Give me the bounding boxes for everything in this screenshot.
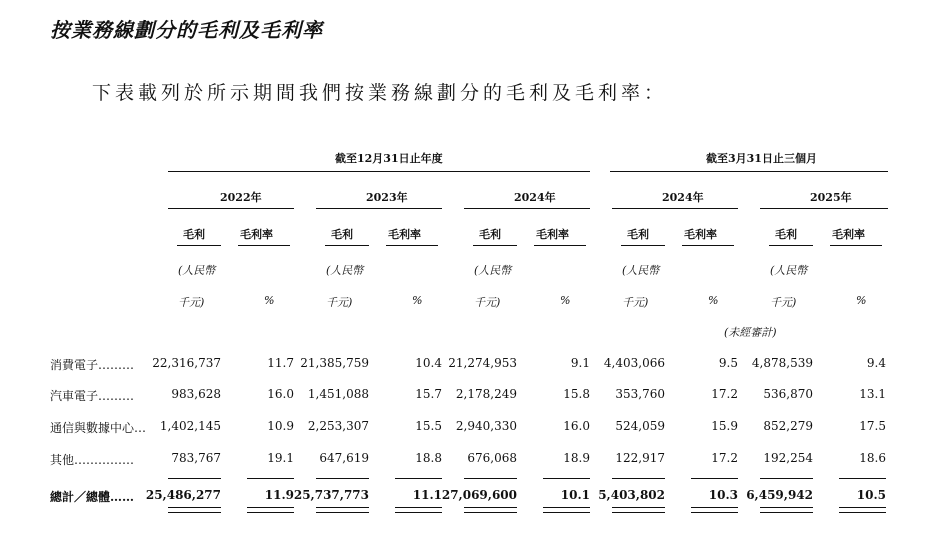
table-cell: 1,451,088 bbox=[307, 387, 369, 401]
unit-percent: % bbox=[560, 294, 571, 307]
total-cell: 11.9 bbox=[264, 488, 294, 502]
unaudited-label: (未經審計) bbox=[724, 326, 777, 339]
unit-thousand: 千元) bbox=[178, 296, 205, 309]
table-cell: 2,253,307 bbox=[307, 419, 369, 433]
row-label: 汽車電子……… bbox=[50, 389, 135, 403]
year-header: 2025年 bbox=[810, 191, 852, 204]
subtotal-rule bbox=[395, 478, 442, 479]
subtotal-rule bbox=[316, 478, 369, 479]
total-double-rule bbox=[543, 507, 590, 513]
total-double-rule bbox=[395, 507, 442, 513]
total-cell: 5,403,802 bbox=[598, 488, 665, 502]
table-cell: 983,628 bbox=[171, 387, 221, 401]
year-rule bbox=[168, 208, 294, 209]
table-cell: 10.9 bbox=[267, 419, 294, 433]
table-cell: 15.7 bbox=[415, 387, 442, 401]
total-double-rule bbox=[612, 507, 665, 513]
subtotal-rule bbox=[760, 478, 813, 479]
col-header-gross-profit: 毛利 bbox=[183, 228, 205, 241]
table-cell: 17.2 bbox=[711, 451, 738, 465]
subtotal-rule bbox=[168, 478, 221, 479]
table-cell: 19.1 bbox=[267, 451, 294, 465]
col-header-margin: 毛利率 bbox=[240, 228, 273, 241]
unit-rmb: (人民幣 bbox=[770, 264, 808, 277]
col-rule-gross-profit bbox=[473, 245, 517, 246]
table-cell: 16.0 bbox=[267, 387, 294, 401]
table-cell: 1,402,145 bbox=[159, 419, 221, 433]
row-label: 消費電子……… bbox=[50, 358, 135, 372]
col-rule-gross-profit bbox=[769, 245, 813, 246]
group-rule-quarterly bbox=[610, 171, 888, 172]
table-cell: 783,767 bbox=[171, 451, 221, 465]
col-header-gross-profit: 毛利 bbox=[479, 228, 501, 241]
table-cell: 192,254 bbox=[763, 451, 813, 465]
table-cell: 21,385,759 bbox=[300, 356, 369, 370]
table-cell: 9.5 bbox=[718, 356, 738, 370]
col-rule-margin bbox=[534, 245, 586, 246]
intro-text: 下表載列於所示期間我們按業務線劃分的毛利及毛利率： bbox=[92, 82, 668, 104]
unit-rmb: (人民幣 bbox=[622, 264, 660, 277]
total-cell: 10.3 bbox=[708, 488, 738, 502]
col-rule-margin bbox=[682, 245, 734, 246]
unit-rmb: (人民幣 bbox=[326, 264, 364, 277]
table-cell: 4,878,539 bbox=[751, 356, 813, 370]
total-cell: 11.1 bbox=[412, 488, 442, 502]
unit-percent: % bbox=[856, 294, 867, 307]
col-header-margin: 毛利率 bbox=[832, 228, 865, 241]
year-rule bbox=[760, 208, 888, 209]
col-rule-margin bbox=[830, 245, 882, 246]
total-double-rule bbox=[316, 507, 369, 513]
subtotal-rule bbox=[247, 478, 294, 479]
table-cell: 4,403,066 bbox=[603, 356, 665, 370]
year-rule bbox=[316, 208, 442, 209]
total-double-rule bbox=[691, 507, 738, 513]
total-cell: 10.5 bbox=[856, 488, 886, 502]
table-cell: 852,279 bbox=[763, 419, 813, 433]
table-cell: 524,059 bbox=[615, 419, 665, 433]
group-header-quarterly: 截至3月31日止三個月 bbox=[706, 152, 817, 165]
unit-rmb: (人民幣 bbox=[178, 264, 216, 277]
unit-percent: % bbox=[708, 294, 719, 307]
year-header: 2023年 bbox=[366, 191, 408, 204]
col-rule-gross-profit bbox=[325, 245, 369, 246]
col-rule-gross-profit bbox=[621, 245, 665, 246]
unit-thousand: 千元) bbox=[770, 296, 797, 309]
col-header-gross-profit: 毛利 bbox=[627, 228, 649, 241]
unit-percent: % bbox=[412, 294, 423, 307]
table-cell: 676,068 bbox=[467, 451, 517, 465]
total-cell: 6,459,942 bbox=[746, 488, 813, 502]
year-rule bbox=[612, 208, 738, 209]
unit-rmb: (人民幣 bbox=[474, 264, 512, 277]
year-header: 2024年 bbox=[514, 191, 556, 204]
total-cell: 27,069,600 bbox=[441, 488, 517, 502]
col-header-gross-profit: 毛利 bbox=[331, 228, 353, 241]
total-cell: 25,737,773 bbox=[293, 488, 369, 502]
total-label: 總計／總體…… bbox=[50, 490, 135, 504]
table-cell: 18.8 bbox=[415, 451, 442, 465]
table-cell: 11.7 bbox=[267, 356, 294, 370]
row-label: 其他…………… bbox=[50, 453, 135, 467]
subtotal-rule bbox=[543, 478, 590, 479]
subtotal-rule bbox=[612, 478, 665, 479]
table-cell: 9.1 bbox=[570, 356, 590, 370]
table-cell: 9.4 bbox=[866, 356, 886, 370]
col-header-gross-profit: 毛利 bbox=[775, 228, 797, 241]
table-cell: 10.4 bbox=[415, 356, 442, 370]
subtotal-rule bbox=[839, 478, 886, 479]
year-rule bbox=[464, 208, 590, 209]
subtotal-rule bbox=[691, 478, 738, 479]
unit-thousand: 千元) bbox=[622, 296, 649, 309]
table-cell: 15.5 bbox=[415, 419, 442, 433]
table-cell: 15.8 bbox=[563, 387, 590, 401]
total-double-rule bbox=[760, 507, 813, 513]
total-double-rule bbox=[839, 507, 886, 513]
col-rule-margin bbox=[386, 245, 438, 246]
year-header: 2024年 bbox=[662, 191, 704, 204]
total-cell: 10.1 bbox=[560, 488, 590, 502]
table-cell: 15.9 bbox=[711, 419, 738, 433]
table-cell: 17.2 bbox=[711, 387, 738, 401]
group-rule-annual bbox=[168, 171, 590, 172]
col-rule-margin bbox=[238, 245, 290, 246]
table-cell: 13.1 bbox=[859, 387, 886, 401]
col-header-margin: 毛利率 bbox=[684, 228, 717, 241]
total-cell: 25,486,277 bbox=[145, 488, 221, 502]
table-cell: 22,316,737 bbox=[152, 356, 221, 370]
unit-thousand: 千元) bbox=[326, 296, 353, 309]
table-cell: 18.6 bbox=[859, 451, 886, 465]
table-cell: 2,940,330 bbox=[455, 419, 517, 433]
total-double-rule bbox=[247, 507, 294, 513]
table-cell: 647,619 bbox=[319, 451, 369, 465]
unit-percent: % bbox=[264, 294, 275, 307]
table-cell: 18.9 bbox=[563, 451, 590, 465]
col-rule-gross-profit bbox=[177, 245, 221, 246]
total-double-rule bbox=[464, 507, 517, 513]
table-cell: 353,760 bbox=[615, 387, 665, 401]
table-cell: 122,917 bbox=[615, 451, 665, 465]
row-label: 通信與數據中心… bbox=[50, 421, 147, 435]
table-cell: 536,870 bbox=[763, 387, 813, 401]
subtotal-rule bbox=[464, 478, 517, 479]
year-header: 2022年 bbox=[220, 191, 262, 204]
col-header-margin: 毛利率 bbox=[536, 228, 569, 241]
unit-thousand: 千元) bbox=[474, 296, 501, 309]
table-cell: 2,178,249 bbox=[455, 387, 517, 401]
table-cell: 21,274,953 bbox=[448, 356, 517, 370]
total-double-rule bbox=[168, 507, 221, 513]
table-cell: 17.5 bbox=[859, 419, 886, 433]
col-header-margin: 毛利率 bbox=[388, 228, 421, 241]
section-heading: 按業務線劃分的毛利及毛利率 bbox=[50, 18, 323, 42]
table-cell: 16.0 bbox=[563, 419, 590, 433]
group-header-annual: 截至12月31日止年度 bbox=[335, 152, 443, 165]
